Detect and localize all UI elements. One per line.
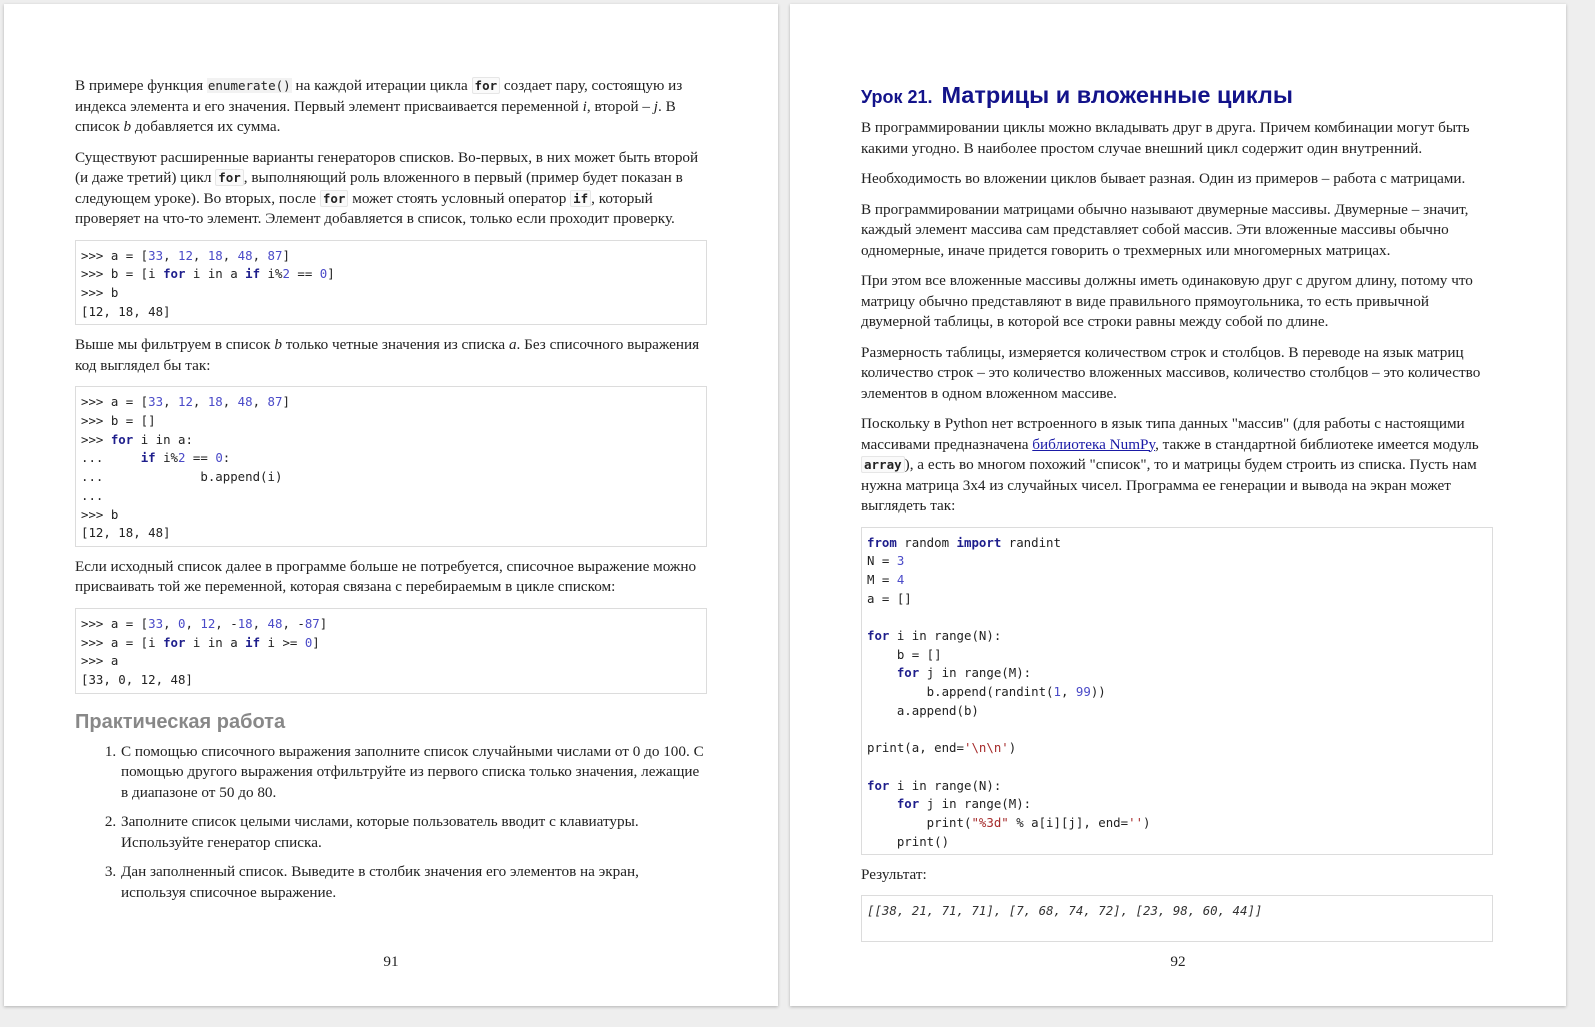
code-line: b = [] bbox=[867, 646, 942, 662]
code-block-result-output: [[38, 21, 71, 71], [7, 68, 74, 72], [23, 98, 60, 44]] bbox=[861, 895, 1493, 942]
result-label: Результат: bbox=[861, 866, 927, 884]
numpy-link[interactable]: библиотека NumPy bbox=[1032, 435, 1156, 453]
var-j: j bbox=[653, 97, 658, 115]
inline-code-for: for bbox=[215, 169, 244, 186]
inline-code-for: for bbox=[472, 77, 501, 94]
code-line: for i in range(N): bbox=[867, 777, 1002, 793]
practice-item-2: 2. Заполните список целыми числами, которые пользователь вводит с клавиатуры. Используйте генератор списка. bbox=[120, 812, 707, 853]
paragraph-reassign: Если исходный список далее в программе больше не потребуется, списочное выражение можно присваивать той же переменной, которая связана с перебираемым в цикле списком: bbox=[75, 557, 697, 596]
code-line: N = 3 bbox=[867, 553, 905, 569]
inline-code-for: for bbox=[320, 190, 349, 207]
paragraph-filter-explanation: Выше мы фильтруем в список b только четные значения из списка a. Без списочного выражения код выглядел бы так: bbox=[75, 336, 700, 374]
lesson-title: Матрицы и вложенные циклы bbox=[941, 82, 1293, 108]
inline-code-enumerate: enumerate() bbox=[207, 78, 291, 93]
paragraph-enumerate: В примере функция enumerate() на каждой итерации цикла for создает пару, состоящую из индекса элемента и его значения. Первый элемент присваивается переменной i, второй – j. В список b добавляется их сумма. bbox=[75, 77, 683, 135]
code-block-filter-loop: >>> a = [33, 12, 18, 48, 87] >>> b = [] >>> for i in a: ... if i%2 == 0: ... b.append(i) ... >>> b [12, 18, 48] bbox=[75, 386, 707, 547]
paragraph-matrix-dimension: Размерность таблицы, измеряется количеством строк и столбцов. В переводе на язык матриц количество строк – это количество вложенных массивов, количество столбцов – это количество элементов в одном вложенном массиве. bbox=[861, 343, 1481, 402]
page-92-content bbox=[861, 76, 1493, 952]
page-number: 91 bbox=[383, 953, 399, 970]
page-92 bbox=[790, 4, 1566, 1006]
paragraph-nested-intro: В программировании циклы можно вкладывать друг в друга. Причем комбинации могут быть какими угодно. В наиболее простом случае внешний цикл содержит один внутренний. bbox=[861, 119, 1470, 157]
practice-list bbox=[75, 742, 707, 904]
var-a: a bbox=[508, 336, 517, 354]
code-line: a.append(b) bbox=[867, 702, 979, 718]
code-line: for i in range(N): bbox=[867, 628, 1002, 644]
practice-item-3: 3. Дан заполненный список. Выведите в столбик значения его элементов на экран, используя списочное выражение. bbox=[120, 862, 707, 903]
code-block-filter-comprehension: >>> a = [33, 12, 18, 48, 87] >>> b = [i for i in a if i%2 == 0] >>> b [12, 18, 48] bbox=[75, 240, 707, 326]
code-block-reassign: >>> a = [33, 0, 12, -18, 48, -87] >>> a = [i for i in a if i >= 0] >>> a [33, 0, 12, 48] bbox=[75, 608, 707, 694]
lesson-heading bbox=[861, 76, 1493, 113]
code-block-matrix-program bbox=[861, 527, 1493, 856]
paragraph-extended-generators: Существуют расширенные варианты генераторов списков. Во-первых, в них может быть второй (и даже третий) цикл for , выполняющий роль вложенного в первый (пример будет показан в следующем уроке). Во вторых, после for может стоять условный оператор if , который проверяет на что-то элемент. Элемент добавляется в список, только если проходит проверку. bbox=[75, 148, 699, 227]
page-91 bbox=[4, 4, 778, 1006]
code-line: a = [] bbox=[867, 590, 912, 606]
paragraph-python-arrays: Поскольку в Python нет встроенного в язык типа данных "массив" (для работы с настоящими массивами предназначена библиотека NumPy, также в стандартной библиотеке имеется модуль array ), а есть во многом похожий "список", то и матрицы будем строить из списка. Пусть нам нужна матрица 3x4 из случайных чисел. Программа ее генерации и вывода на экран может выглядеть так: bbox=[861, 415, 1479, 514]
code-line: b.append(randint(1, 99)) bbox=[867, 684, 1106, 700]
page-number: 92 bbox=[1170, 953, 1186, 970]
code-line: print() bbox=[867, 833, 950, 849]
code-line: print(a, end='\n\n') bbox=[867, 740, 1017, 756]
paragraph-nested-need: Необходимость во вложении циклов бывает разная. Один из примеров – работа с матрицами. bbox=[861, 170, 1466, 187]
page-91-content bbox=[75, 76, 707, 912]
practice-heading: Практическая работа bbox=[75, 710, 286, 733]
var-b: b bbox=[123, 118, 132, 135]
code-line: M = 4 bbox=[867, 571, 905, 587]
code-line: for j in range(M): bbox=[896, 796, 1032, 812]
paragraph-matrix-length: При этом все вложенные массивы должны иметь одинаковую друг с другом длину, потому что матрицу обычно представляют в виде правильного прямоугольника, то есть привычной двумерной таблицы, в которой все строки равны между собой по длине. bbox=[861, 272, 1473, 330]
code-line: for j in range(M): bbox=[896, 665, 1032, 681]
code-line: print("%3d" % a[i][j], end='') bbox=[867, 815, 1151, 831]
lesson-number: Урок 21. bbox=[861, 87, 933, 107]
code-line: from random import randint bbox=[867, 534, 1061, 550]
inline-code-array: array bbox=[861, 456, 905, 473]
inline-code-if: if bbox=[570, 190, 591, 207]
paragraph-matrix-definition: В программировании матрицами обычно называют двумерные массивы. Двумерные – значит, каждый элемент массива сам представляет собой массив. Эти вложенные массивы обычно одномерные, иначе придется говорить о трехмерных или многомерных матрицах. bbox=[861, 200, 1469, 259]
var-i: i bbox=[582, 97, 587, 115]
var-b: b bbox=[274, 336, 282, 354]
practice-item-1: 1. С помощью списочного выражения заполните список случайными числами от 0 до 100. С помощью другого выражения отфильтруйте из первого списка только значения, лежащие в диапазоне от 50 до 80. bbox=[120, 742, 707, 804]
